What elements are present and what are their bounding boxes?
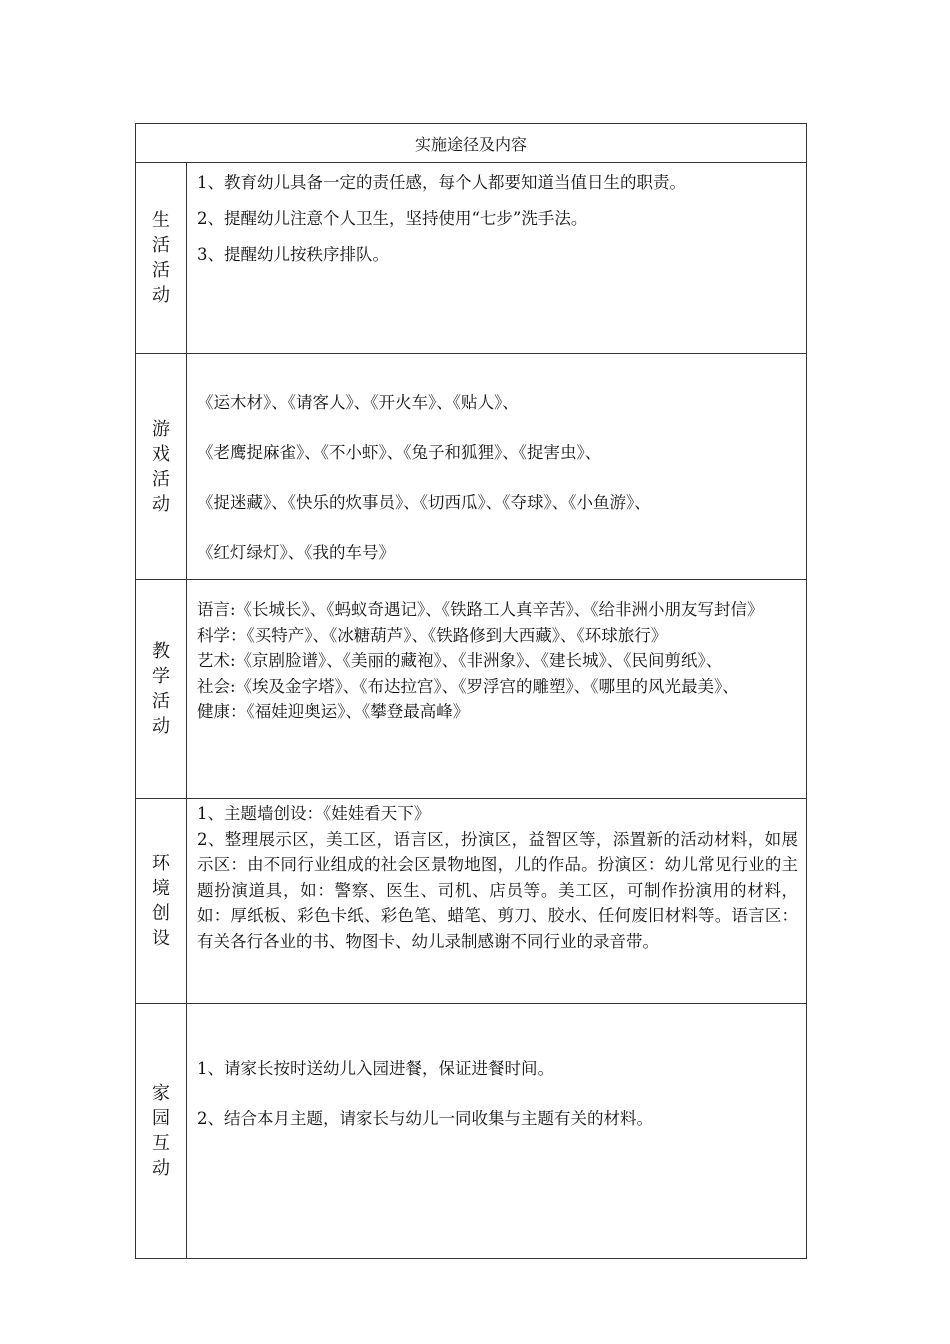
game-line-1: 《运木材》、《请客人》、《开火车》、《贴人》、 [197, 393, 519, 412]
game-line-4: 《红灯绿灯》、《我的车号》 [197, 543, 395, 562]
row-label-cell [136, 1004, 187, 1259]
home-school-label: 家园互动 [151, 1083, 170, 1179]
life-item-2: 2、提醒幼儿注意个人卫生，坚持使用“七步”洗手法。 [197, 209, 588, 228]
game-activity-label: 游戏活动 [151, 418, 170, 515]
row-label-cell [136, 580, 187, 799]
life-activity-content [187, 163, 807, 354]
environment-item-2: 2、整理展示区，美工区，语言区，扮演区，益智区等，添置新的活动材料，如展示区：由不同行业组成的社会区景物地图，儿的作品。扮演区：幼儿常见行业的主题扮演道具，如：警察、医生、司机、店员等。美工区，可制作扮演用的材料，如：厚纸板、彩色卡纸、彩色笔、蜡笔、剪刀、胶水、任何废旧材料等。语言区：有关各行各业的书、物图卡、幼儿录制感谢不同行业的录音带。 [197, 829, 799, 951]
teaching-language-line: 语言:《长城长》、《蚂蚁奇遇记》、《铁路工人真辛苦》、《给非洲小朋友写封信》 [197, 600, 764, 619]
home-school-item-2: 2、结合本月主题，请家长与幼儿一同收集与主题有关的材料。 [197, 1109, 653, 1128]
table-row [136, 799, 807, 1004]
life-item-3: 3、提醒幼儿按秩序排队。 [197, 245, 389, 264]
table-row [136, 163, 807, 354]
teaching-society-line: 社会:《埃及金字塔》、《布达拉宫》、《罗浮宫的雕塑》、《哪里的风光最美》、 [197, 676, 739, 696]
home-school-item-1: 1、请家长按时送幼儿入园进餐，保证进餐时间。 [197, 1059, 554, 1078]
row-label-cell [136, 354, 187, 580]
table-row [136, 580, 807, 799]
activity-plan-table [135, 123, 807, 1259]
life-activity-label: 生活活动 [151, 210, 170, 306]
environment-label: 环境创设 [151, 853, 170, 949]
teaching-activity-content [187, 580, 807, 799]
table-header-row [136, 124, 807, 163]
environment-content [187, 799, 807, 1004]
life-item-1: 1、教育幼儿具备一定的责任感，每个人都要知道当值日生的职责。 [197, 173, 686, 192]
teaching-science-line: 科学：《买特产》、《冰糖葫芦》、《铁路修到大西藏》、《环球旅行》 [197, 625, 668, 645]
teaching-art-line: 艺术:《京剧脸谱》、《美丽的藏袍》、《非洲象》、《建长城》、《民间剪纸》、 [197, 651, 723, 670]
table-title: 实施途径及内容 [136, 124, 807, 163]
row-label-cell [136, 799, 187, 1004]
environment-item-1: 1、主题墙创设：《娃娃看天下》 [197, 804, 431, 823]
table-row [136, 354, 807, 580]
table-row [136, 1004, 807, 1259]
teaching-activity-label: 教学活动 [151, 641, 170, 737]
teaching-health-line: 健康：《福娃迎奥运》、《攀登最高峰》 [197, 702, 470, 721]
row-label-cell [136, 163, 187, 354]
home-school-content [187, 1004, 807, 1259]
game-activity-content [187, 354, 807, 580]
game-line-2: 《老鹰捉麻雀》、《不小虾》、《兔子和狐狸》、《捉害虫》、 [197, 443, 602, 462]
game-line-3: 《捉迷藏》、《快乐的炊事员》、《切西瓜》、《夺球》、《小鱼游》、 [197, 493, 651, 512]
